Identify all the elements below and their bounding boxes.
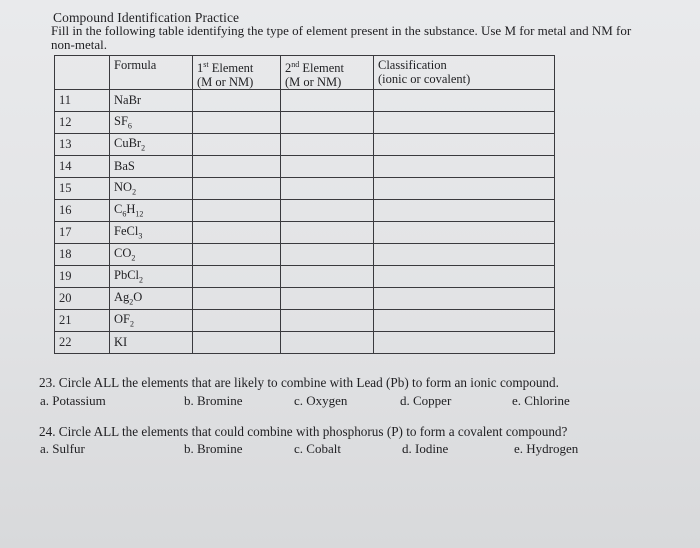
question-24-options bbox=[40, 441, 680, 457]
classification-input[interactable] bbox=[374, 90, 555, 112]
table-row bbox=[55, 288, 555, 310]
q24-option-e[interactable]: e. Hydrogen bbox=[514, 441, 579, 456]
worksheet-title: Compound Identification Practice bbox=[53, 10, 240, 25]
q23-option-c[interactable]: c. Oxygen bbox=[294, 393, 348, 408]
first-element-input[interactable] bbox=[193, 156, 281, 178]
row-formula: $C_6H_{12}$ bbox=[110, 200, 193, 222]
classification-input[interactable] bbox=[374, 266, 555, 288]
row-number: 21 bbox=[55, 310, 110, 332]
first-element-input[interactable] bbox=[193, 178, 281, 200]
header-classification bbox=[374, 56, 555, 90]
row-number: 16 bbox=[55, 200, 110, 222]
second-element-input[interactable] bbox=[281, 244, 374, 266]
question-24: 24. Circle ALL the elements that could combine with phosphorus (P) to form a covalent compound? bbox=[39, 424, 568, 439]
first-element-input[interactable] bbox=[193, 244, 281, 266]
first-element-input[interactable] bbox=[193, 332, 281, 354]
second-element-input[interactable] bbox=[281, 310, 374, 332]
classification-input[interactable] bbox=[374, 244, 555, 266]
table-row bbox=[55, 134, 555, 156]
second-element-input[interactable] bbox=[281, 222, 374, 244]
header-formula: Formula bbox=[110, 56, 193, 90]
classification-input[interactable] bbox=[374, 310, 555, 332]
table-row bbox=[55, 178, 555, 200]
table-row bbox=[55, 244, 555, 266]
row-formula: KI bbox=[110, 332, 193, 354]
q24-option-d[interactable]: d. Iodine bbox=[402, 441, 449, 456]
first-element-input[interactable] bbox=[193, 288, 281, 310]
table-row bbox=[55, 222, 555, 244]
table-row bbox=[55, 266, 555, 288]
row-number: 12 bbox=[55, 112, 110, 134]
row-number: 14 bbox=[55, 156, 110, 178]
row-formula: NaBr bbox=[110, 90, 193, 112]
table-row bbox=[55, 112, 555, 134]
second-element-input[interactable] bbox=[281, 90, 374, 112]
header-number bbox=[55, 56, 110, 90]
q23-option-b[interactable]: b. Bromine bbox=[184, 393, 243, 408]
second-element-input[interactable] bbox=[281, 134, 374, 156]
header-first-element-sub: (M or NM) bbox=[197, 75, 254, 90]
question-23: 23. Circle ALL the elements that are likely to combine with Lead (Pb) to form an ionic compound. bbox=[39, 375, 559, 390]
table-body bbox=[55, 90, 555, 354]
row-number: 22 bbox=[55, 332, 110, 354]
second-element-input[interactable] bbox=[281, 200, 374, 222]
first-element-input[interactable] bbox=[193, 200, 281, 222]
table-header-row bbox=[55, 56, 555, 90]
row-formula: PbCl$_2$ bbox=[110, 266, 193, 288]
instructions: Fill in the following table identifying the type of element present in the substance. Use M for metal and NM for non-metal. bbox=[51, 23, 632, 52]
row-formula: $CO_2$ bbox=[110, 244, 193, 266]
header-second-element-sub: (M or NM) bbox=[285, 75, 342, 90]
table-row bbox=[55, 332, 555, 354]
q23-option-d[interactable]: d. Copper bbox=[400, 393, 452, 408]
classification-input[interactable] bbox=[374, 332, 555, 354]
row-number: 11 bbox=[55, 90, 110, 112]
header-second-element bbox=[281, 56, 374, 90]
row-formula: $NO_2$ bbox=[110, 178, 193, 200]
question-23-options bbox=[40, 393, 680, 409]
first-element-input[interactable] bbox=[193, 112, 281, 134]
first-element-input[interactable] bbox=[193, 134, 281, 156]
classification-input[interactable] bbox=[374, 156, 555, 178]
row-formula: $Ag_2O$ bbox=[110, 288, 193, 310]
table-row bbox=[55, 200, 555, 222]
header-classification-main: Classification bbox=[378, 58, 447, 72]
row-number: 17 bbox=[55, 222, 110, 244]
classification-input[interactable] bbox=[374, 200, 555, 222]
second-element-input[interactable] bbox=[281, 156, 374, 178]
q23-option-a[interactable]: a. Potassium bbox=[40, 393, 106, 408]
second-element-input[interactable] bbox=[281, 288, 374, 310]
first-element-input[interactable] bbox=[193, 310, 281, 332]
table-row bbox=[55, 310, 555, 332]
header-classification-sub: (ionic or covalent) bbox=[378, 72, 471, 86]
row-number: 18 bbox=[55, 244, 110, 266]
classification-input[interactable] bbox=[374, 112, 555, 134]
row-number: 13 bbox=[55, 134, 110, 156]
q23-option-e[interactable]: e. Chlorine bbox=[512, 393, 570, 408]
classification-input[interactable] bbox=[374, 222, 555, 244]
q24-option-a[interactable]: a. Sulfur bbox=[40, 441, 85, 456]
row-number: 19 bbox=[55, 266, 110, 288]
header-first-element bbox=[193, 56, 281, 90]
q24-option-c[interactable]: c. Cobalt bbox=[294, 441, 341, 456]
second-element-input[interactable] bbox=[281, 112, 374, 134]
table-row bbox=[55, 156, 555, 178]
row-formula: CuBr$_2$ bbox=[110, 134, 193, 156]
classification-input[interactable] bbox=[374, 134, 555, 156]
row-number: 15 bbox=[55, 178, 110, 200]
classification-input[interactable] bbox=[374, 178, 555, 200]
row-formula: $OF_2$ bbox=[110, 310, 193, 332]
header-first-element-main: 1st Element bbox=[197, 60, 254, 76]
row-number: 20 bbox=[55, 288, 110, 310]
classification-input[interactable] bbox=[374, 288, 555, 310]
row-formula: BaS bbox=[110, 156, 193, 178]
second-element-input[interactable] bbox=[281, 266, 374, 288]
header-second-element-main: 2nd Element bbox=[285, 60, 345, 76]
row-formula: FeCl$_3$ bbox=[110, 222, 193, 244]
second-element-input[interactable] bbox=[281, 178, 374, 200]
row-formula: $SF_6$ bbox=[110, 112, 193, 134]
table-row bbox=[55, 90, 555, 112]
first-element-input[interactable] bbox=[193, 90, 281, 112]
first-element-input[interactable] bbox=[193, 222, 281, 244]
second-element-input[interactable] bbox=[281, 332, 374, 354]
first-element-input[interactable] bbox=[193, 266, 281, 288]
q24-option-b[interactable]: b. Bromine bbox=[184, 441, 243, 456]
compound-table bbox=[54, 55, 555, 354]
